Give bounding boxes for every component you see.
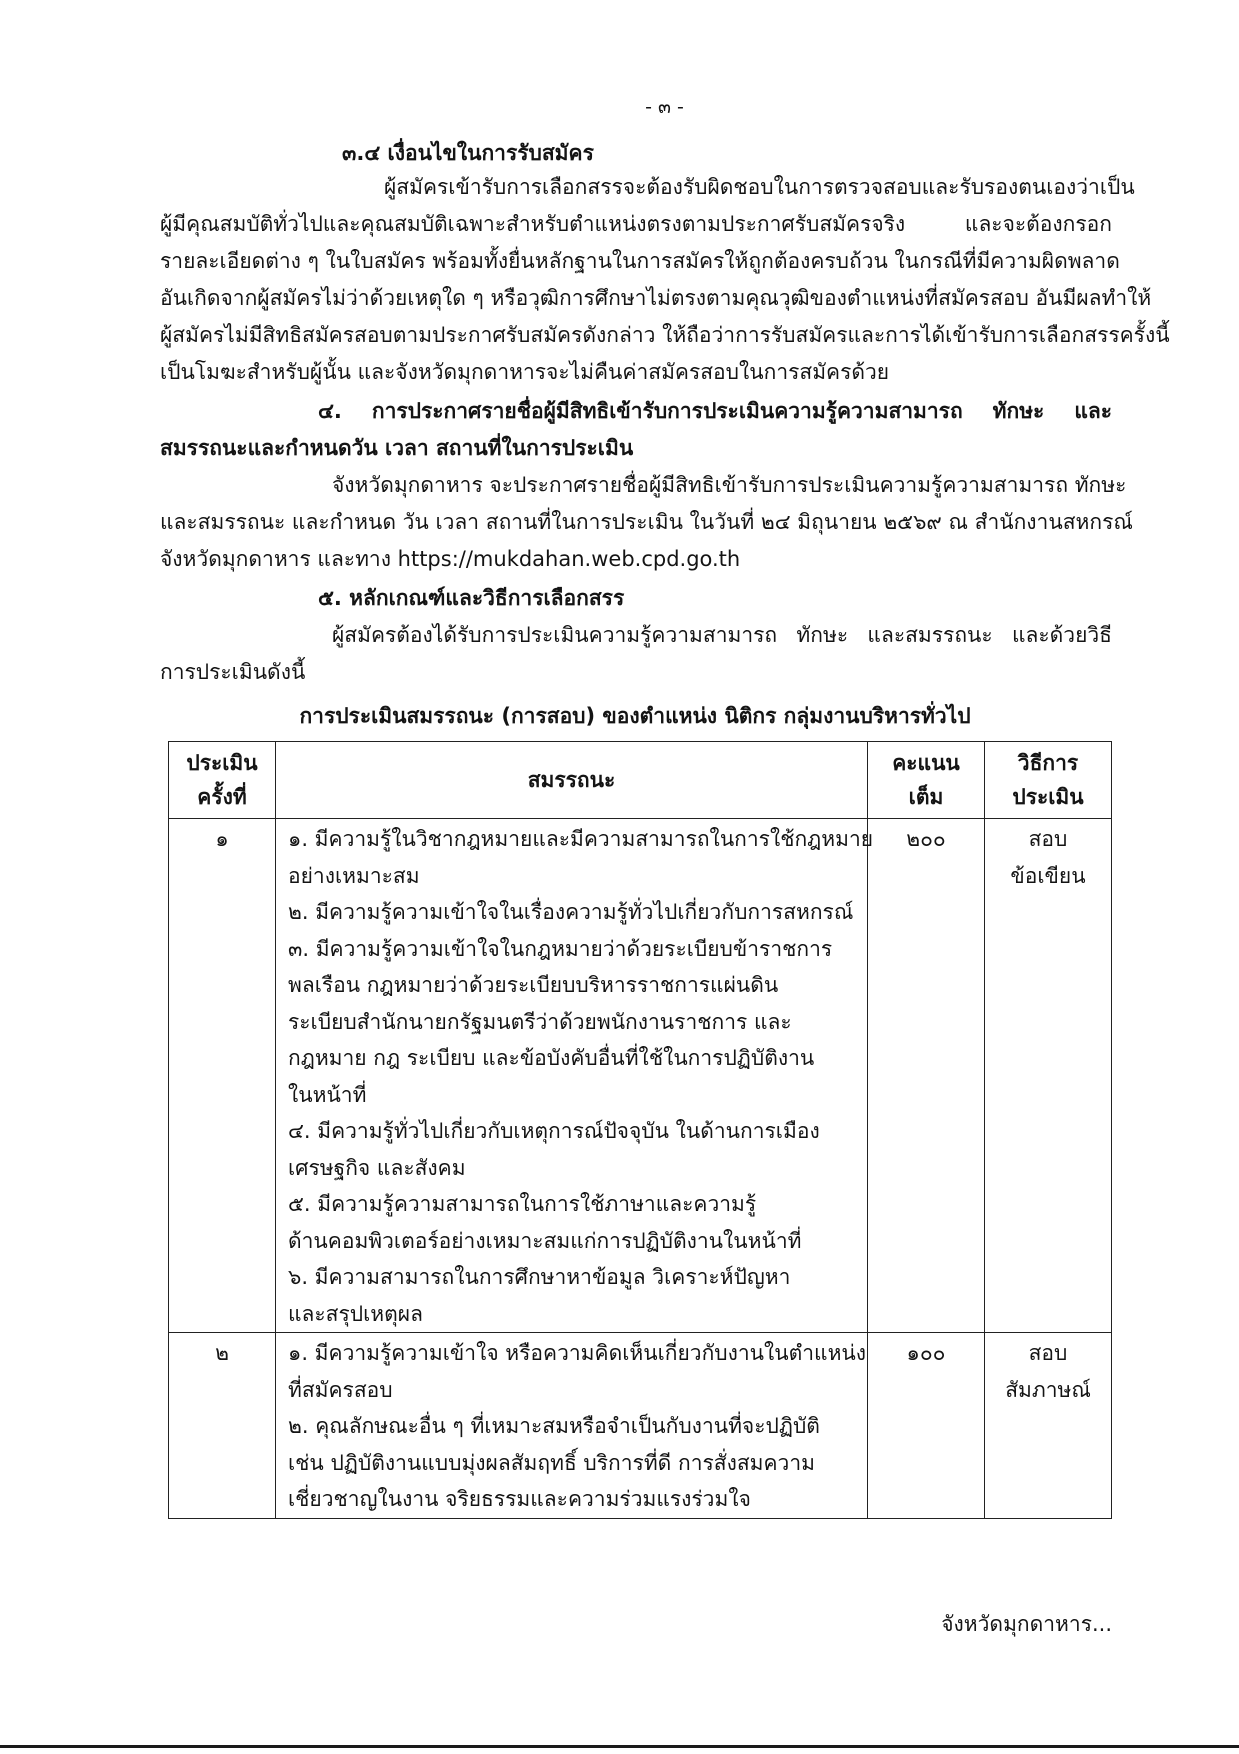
competency-line: ที่สมัครสอบ: [288, 1377, 393, 1402]
scan-edge-line: [0, 1745, 1239, 1748]
section-4-title: ๔. การประกาศรายชื่อผู้มีสิทธิเข้ารับการประเมินความรู้ความสามารถ ทักษะ และ: [318, 399, 1112, 423]
section-4-title-cont: สมรรถนะและกำหนดวัน เวลา สถานที่ในการประเมิน: [160, 436, 634, 460]
table-row: [169, 819, 1112, 1333]
competency-line: ๕. มีความรู้ความสามารถในการใช้ภาษาและความรู้: [288, 1192, 757, 1216]
competency-cell: [276, 819, 874, 1333]
competency-line: ๔. มีความรู้ทั่วไปเกี่ยวกับเหตุการณ์ปัจจุบัน ในด้านการเมือง: [288, 1119, 820, 1143]
section-4-line: และสมรรถนะ และกำหนด วัน เวลา สถานที่ในการประเมิน ในวันที่ ๒๔ มิถุนายน ๒๕๖๙ ณ สำนักงานสหกรณ์: [160, 510, 1133, 534]
section-5-line: ผู้สมัครต้องได้รับการประเมินความรู้ความสามารถ ทักษะ และสมรรถนะ และด้วยวิธี: [332, 623, 1112, 647]
competency-line: ๓. มีความรู้ความเข้าใจในกฎหมายว่าด้วยระเบียบข้าราชการ: [288, 936, 833, 961]
section-3-4-line: ผู้มีคุณสมบัติทั่วไปและคุณสมบัติเฉพาะสำหรับตำแหน่งตรงตามประกาศรับสมัครจริง และจะต้องกรอก: [160, 212, 1112, 236]
competency-line: อย่างเหมาะสม: [288, 863, 420, 888]
section-4-line: จังหวัดมุกดาหาร และทาง https://mukdahan.web.cpd.go.th: [160, 547, 741, 571]
continuation-note: จังหวัดมุกดาหาร...: [941, 1612, 1112, 1636]
table-header-row: [169, 742, 1112, 819]
section-3-4-line: รายละเอียดต่าง ๆ ในใบสมัคร พร้อมทั้งยื่นหลักฐานในการสมัครให้ถูกต้องครบถ้วน ในกรณีที่มีความผิดพลาด: [160, 249, 1120, 273]
competency-line: ๒. คุณลักษณะอื่น ๆ ที่เหมาะสมหรือจำเป็นกับงานที่จะปฏิบัติ: [288, 1414, 820, 1438]
table-row: [169, 1333, 1112, 1519]
competency-line: ๖. มีความสามารถในการศึกษาหาข้อมูล วิเคราะห์ปัญหา: [288, 1265, 791, 1289]
competency-line: กฎหมาย กฎ ระเบียบ และข้อบังคับอื่นที่ใช้ในการปฏิบัติงาน: [288, 1046, 815, 1070]
competency-line: และสรุปเหตุผล: [288, 1301, 423, 1326]
section-3-4-line: อันเกิดจากผู้สมัครไม่ว่าด้วยเหตุใด ๆ หรือวุฒิการศึกษาไม่ตรงตามคุณวุฒิของตำแหน่งที่สมัครสอบ อันมีผลทำให้: [160, 286, 1152, 310]
competency-line: ๑. มีความรู้ความเข้าใจ หรือความคิดเห็นเกี่ยวกับงานในตำแหน่ง: [288, 1341, 867, 1365]
competency-line: เศรษฐกิจ และสังคม: [288, 1155, 466, 1180]
method-cell: สอบ ข้อเขียน: [985, 819, 1112, 1333]
method-cell: สอบ สัมภาษณ์: [985, 1333, 1112, 1519]
section-4-line: จังหวัดมุกดาหาร จะประกาศรายชื่อผู้มีสิทธิเข้ารับการประเมินความรู้ความสามารถ ทักษะ: [332, 473, 1127, 497]
section-3-4-title: ๓.๔ เงื่อนไขในการรับสมัคร: [342, 141, 594, 165]
competency-cell: [276, 1333, 868, 1519]
competency-line: ระเบียบสำนักนายกรัฐมนตรีว่าด้วยพนักงานราชการ และ: [288, 1009, 792, 1034]
round-cell: ๑: [169, 819, 276, 1333]
competency-line: เชี่ยวชาญในงาน จริยธรรมและความร่วมแรงร่วมใจ: [288, 1487, 751, 1511]
competency-line: เช่น ปฏิบัติงานแบบมุ่งผลสัมฤทธิ์ บริการที่ดี การสั่งสมความ: [288, 1450, 815, 1475]
competency-line: ๒. มีความรู้ความเข้าใจในเรื่องความรู้ทั่วไปเกี่ยวกับการสหกรณ์: [288, 900, 854, 924]
score-cell: ๑๐๐: [868, 1333, 985, 1519]
round-cell: ๒: [169, 1333, 276, 1519]
section-3-4-line: เป็นโมฆะสำหรับผู้นั้น และจังหวัดมุกดาหารจะไม่คืนค่าสมัครสอบในการสมัครด้วย: [160, 360, 890, 384]
header-competency: สมรรถนะ: [276, 742, 868, 819]
competency-line: พลเรือน กฎหมายว่าด้วยระเบียบบริหารราชการแผ่นดิน: [288, 973, 779, 997]
section-5-line: การประเมินดังนี้: [160, 660, 306, 684]
section-3-4-line: ผู้สมัครไม่มีสิทธิสมัครสอบตามประกาศรับสมัครดังกล่าว ให้ถือว่าการรับสมัครและการได้เข้ารับการเลือกสรรครั้งนี้: [160, 323, 1170, 347]
score-cell: ๒๐๐: [868, 819, 985, 1333]
header-method: วิธีการ ประเมิน: [985, 742, 1112, 819]
competency-line: ในหน้าที่: [288, 1082, 367, 1107]
competency-line: ด้านคอมพิวเตอร์อย่างเหมาะสมแก่การปฏิบัติงานในหน้าที่: [288, 1228, 802, 1253]
section-3-4-line: ผู้สมัครเข้ารับการเลือกสรรจะต้องรับผิดชอบในการตรวจสอบและรับรองตนเองว่าเป็น: [384, 175, 1135, 199]
section-5-title: ๕. หลักเกณฑ์และวิธีการเลือกสรร: [318, 586, 625, 610]
competency-line: ๑. มีความรู้ในวิชากฎหมายและมีความสามารถในการใช้กฎหมาย: [288, 827, 874, 851]
page-number: - ๓ -: [645, 96, 684, 118]
header-round: ประเมิน ครั้งที่: [169, 742, 276, 819]
competency-table: [168, 741, 1112, 1519]
header-score: คะแนน เต็ม: [868, 742, 985, 819]
table-caption: การประเมินสมรรถนะ (การสอบ) ของตำแหน่ง นิติกร กลุ่มงานบริหารทั่วไป: [299, 704, 971, 728]
